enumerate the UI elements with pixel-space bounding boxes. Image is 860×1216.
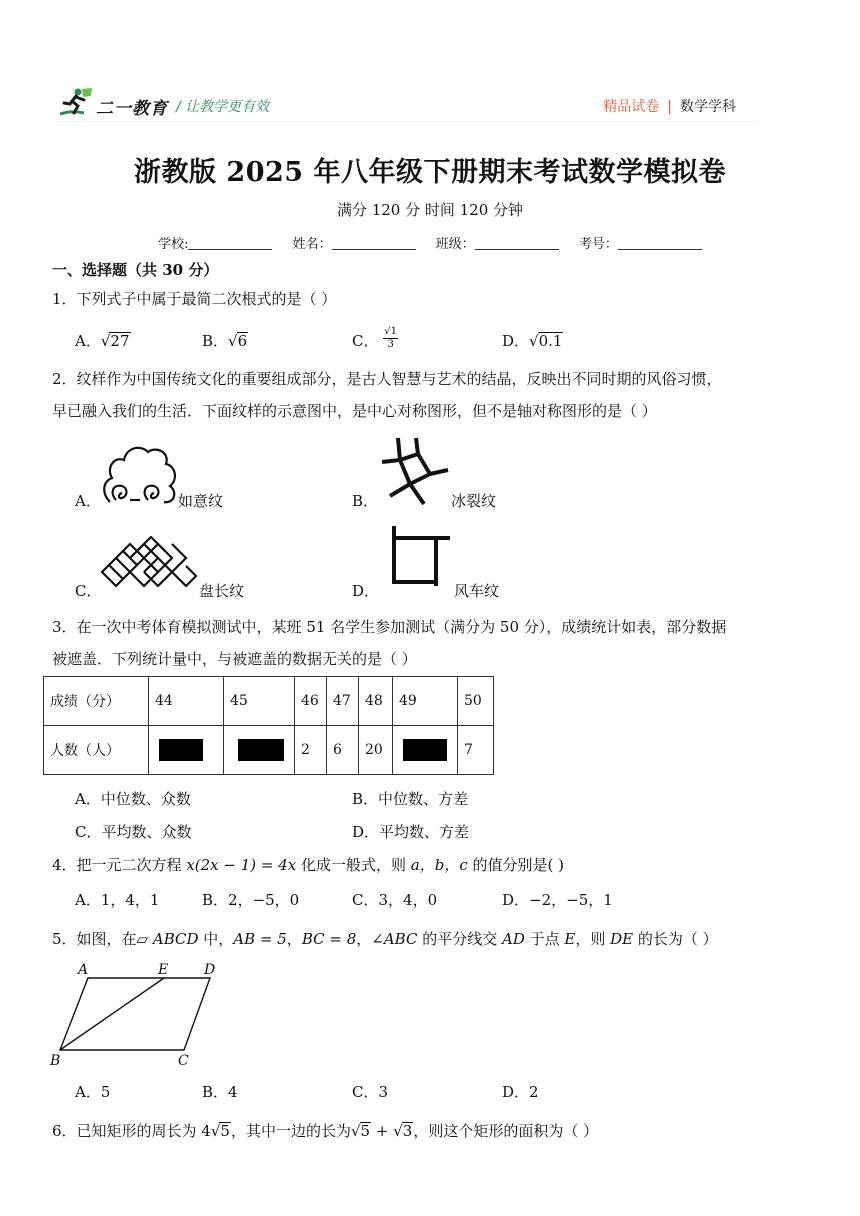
option-label: B． (352, 790, 379, 808)
q6-radicand: 3 (402, 1122, 413, 1140)
parallelogram-figure (48, 960, 228, 1070)
option-text: 平均数、众数 (101, 823, 192, 841)
q5-text: 的平分线交 (417, 930, 502, 948)
table-row (44, 726, 494, 775)
q6-text: + (371, 1122, 394, 1140)
q2-option-b-label[interactable]: B． (352, 492, 379, 510)
info-school-blank[interactable] (188, 237, 272, 250)
q3-stem-line2: 被遮盖．下列统计量中，与被遮盖的数据无关的是（ ） (52, 650, 417, 668)
slogan: / 让教学更有效 (176, 99, 270, 115)
q5-math: BC = 8 (301, 930, 357, 948)
q5-math: DE (610, 930, 634, 948)
q5-option-b[interactable] (202, 1081, 238, 1102)
q4-stem (52, 850, 564, 880)
option-text: 2 (529, 1083, 539, 1101)
q4-option-c[interactable] (352, 889, 437, 910)
q4-option-a[interactable] (75, 889, 159, 910)
q5-math: AD (502, 930, 525, 948)
option-text: 5 (100, 1083, 111, 1101)
mask-block (238, 739, 284, 761)
sqrt-icon: √ (350, 1122, 361, 1140)
logo-icon (58, 86, 96, 118)
panchang-knot-pattern-icon (100, 536, 198, 592)
q2-stem-line1: 2．纹样作为中国传统文化的重要组成部分，是古人智慧与艺术的结晶，反映出不同时期的风俗习惯， (52, 370, 722, 388)
option-label: B． (202, 332, 229, 350)
q5-text: 5．如图，在▱ (52, 930, 153, 948)
q5-stem (52, 924, 718, 954)
ruyi-pattern-icon (100, 442, 178, 510)
table-cell-masked (149, 726, 224, 775)
point-label-e: E (158, 962, 169, 978)
info-name-blank[interactable] (332, 237, 416, 250)
sqrt-icon: √ (100, 332, 111, 350)
option-text: −2，−5，1 (529, 891, 613, 909)
option-label: B． (202, 891, 229, 909)
q1-option-a[interactable] (75, 330, 131, 351)
table-cell-masked (224, 726, 295, 775)
q2-option-a-name: 如意纹 (178, 492, 224, 510)
mask-block (159, 739, 203, 761)
header-right (603, 96, 736, 116)
q6-text: ，则这个矩形的面积为（ ） (413, 1122, 599, 1140)
q3-option-b[interactable] (352, 788, 468, 809)
sqrt-icon: √ (228, 332, 238, 350)
table-cell: 49 (393, 677, 458, 726)
q5-text: ，则 (575, 930, 611, 948)
q2-option-d-name: 风车纹 (454, 582, 500, 600)
sqrt-icon: √ (529, 332, 539, 350)
page-subtitle: 满分 120 分 时间 120 分钟 (336, 201, 524, 219)
option-label: C． (352, 1083, 379, 1101)
q2-option-c-name: 盘长纹 (199, 582, 245, 600)
q5-math: E (564, 930, 576, 948)
q5-option-d[interactable] (502, 1081, 539, 1102)
option-value: 0.1 (538, 332, 563, 350)
option-text: 4 (228, 1083, 238, 1101)
q1-option-d[interactable] (502, 330, 563, 351)
option-text: 3 (378, 1083, 389, 1101)
table-cell: 45 (224, 677, 295, 726)
q5-math: ABCD (152, 930, 199, 948)
q6-text: ，其中一边的长为 (230, 1122, 351, 1140)
fraction (383, 326, 398, 351)
q5-option-a[interactable] (75, 1081, 110, 1102)
header-divider (56, 121, 756, 122)
score-table (43, 676, 494, 775)
info-number-blank[interactable] (618, 237, 702, 250)
header-tag-subject: 数学学科 (680, 99, 736, 115)
q5-math: AB = 5 (233, 930, 287, 948)
table-cell: 6 (327, 726, 359, 775)
header-tag-quality: 精品试卷 (603, 99, 660, 115)
q3-stem-line1: 3．在一次中考体育模拟测试中，某班 51 名学生参加测试（满分为 50 分），成绩统计如表，部分数据 (52, 618, 727, 636)
table-cell: 48 (359, 677, 393, 726)
table-cell: 成绩（分） (44, 677, 149, 726)
option-label: D． (502, 891, 530, 909)
table-cell: 20 (359, 726, 393, 775)
option-text: 平均数、方差 (379, 823, 470, 841)
q4-option-b[interactable] (202, 889, 299, 910)
info-class-blank[interactable] (475, 237, 559, 250)
page-title: 浙教版 2025 年八年级下册期末考试数学模拟卷 (134, 157, 726, 188)
table-cell: 47 (327, 677, 359, 726)
section-heading: 一、选择题（共 30 分） (52, 261, 219, 279)
table-cell: 7 (458, 726, 494, 775)
option-label: A． (75, 891, 101, 909)
option-label: A． (75, 790, 101, 808)
q4-text: 4．把一元二次方程 (52, 856, 187, 874)
q5-option-c[interactable] (352, 1081, 388, 1102)
info-number-label: 考号： (578, 237, 618, 252)
info-school-label: 学校: (158, 237, 189, 252)
option-text: 1，4，1 (100, 891, 160, 909)
table-cell: 46 (295, 677, 327, 726)
q2-option-d-label[interactable]: D． (352, 582, 380, 600)
student-info-line (0, 233, 860, 252)
table-cell: 50 (458, 677, 494, 726)
option-label: D． (352, 823, 380, 841)
header-separator: | (667, 99, 672, 115)
ice-crack-pattern-icon (378, 436, 450, 508)
q3-option-c[interactable] (75, 821, 192, 842)
option-label: C． (75, 823, 102, 841)
q3-option-d[interactable] (352, 821, 469, 842)
q3-option-a[interactable] (75, 788, 191, 809)
option-text: 中位数、众数 (100, 790, 191, 808)
q2-option-b-name: 冰裂纹 (451, 492, 497, 510)
info-name-label: 姓名： (292, 237, 332, 252)
q5-text: 于点 (524, 930, 565, 948)
q5-text: 中， (198, 930, 234, 948)
table-cell-masked (393, 726, 458, 775)
option-label: C． (352, 332, 379, 350)
option-label: A． (75, 1083, 101, 1101)
table-cell: 人数（人） (44, 726, 149, 775)
option-value: 6 (237, 332, 248, 350)
q1-option-c[interactable] (352, 325, 398, 351)
fraction-denominator: 3 (387, 338, 394, 350)
option-label: A． (75, 332, 101, 350)
table-cell: 44 (149, 677, 224, 726)
point-label-d: D (204, 962, 216, 978)
sqrt-icon: √ (393, 1122, 403, 1140)
q6-stem (52, 1116, 598, 1146)
q6-radicand: 5 (360, 1122, 371, 1140)
q4-text: 化成一般式，则 (296, 856, 411, 874)
q4-equation: x(2x − 1) = 4x (186, 856, 297, 874)
option-text: 3，4，0 (378, 891, 438, 909)
option-label: C． (352, 891, 379, 909)
q6-text: 6．已知矩形的周长为 4 (52, 1122, 211, 1140)
q1-stem: 1．下列式子中属于最简二次根式的是（ ） (52, 290, 337, 308)
point-label-c: C (178, 1053, 189, 1069)
sqrt-icon: √ (210, 1122, 221, 1140)
option-label: B． (202, 1083, 229, 1101)
info-class-label: 班级： (435, 237, 475, 252)
q5-text: ， (286, 930, 302, 948)
q2-option-a-label[interactable]: A． (75, 492, 101, 510)
q2-option-c-label[interactable]: C． (75, 582, 102, 600)
option-text: 中位数、方差 (378, 790, 469, 808)
q1-option-b[interactable] (202, 330, 248, 351)
q5-text: 的长为（ ） (633, 930, 718, 948)
option-text: 2，−5，0 (228, 891, 300, 909)
fraction-numerator: √1 (384, 325, 397, 337)
mask-block (403, 739, 447, 761)
option-label: D． (502, 332, 530, 350)
option-value: 27 (110, 332, 130, 350)
q4-variables: a，b，c (410, 856, 468, 874)
option-label: D． (502, 1083, 530, 1101)
pinwheel-pattern-icon (386, 524, 452, 588)
logo-text: 二一教育 (96, 99, 168, 119)
q5-math: ∠ABC (371, 930, 418, 948)
table-cell: 2 (295, 726, 327, 775)
table-row (44, 677, 494, 726)
point-label-a: A (78, 962, 89, 978)
q4-text: 的值分别是( ) (467, 856, 564, 874)
point-label-b: B (50, 1053, 61, 1069)
q2-stem-line2: 早已融入我们的生活．下面纹样的示意图中，是中心对称图形，但不是轴对称图形的是（ ） (52, 402, 657, 420)
q5-text: ， (356, 930, 372, 948)
q6-radicand: 5 (220, 1122, 230, 1140)
q4-option-d[interactable] (502, 889, 613, 910)
